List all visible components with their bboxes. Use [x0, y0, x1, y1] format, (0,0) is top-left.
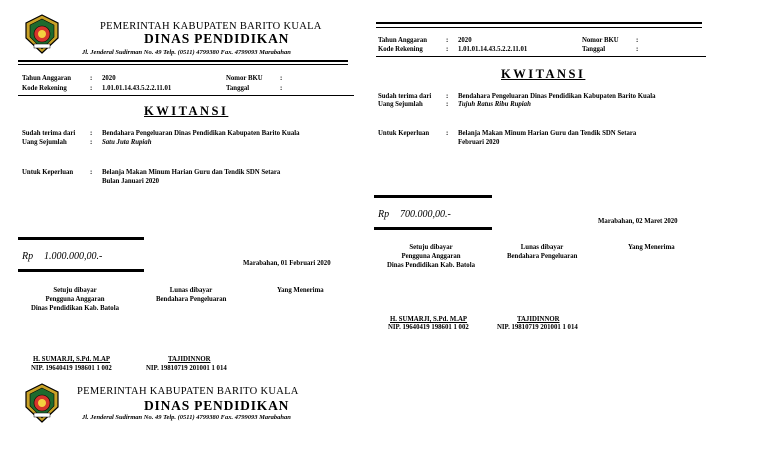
value-keperluan-2: Februari 2020	[458, 139, 500, 146]
amount-value: 700.000,00.-	[400, 209, 451, 220]
place-date: Marabahan, 02 Maret 2020	[598, 218, 678, 225]
rp-label: Rp	[378, 209, 390, 220]
value-keperluan-2: Bulan Januari 2020	[102, 178, 160, 185]
government-name: PEMERINTAH KABUPATEN BARITO KUALA	[100, 21, 322, 32]
header-rule	[18, 60, 348, 62]
label-sudah-terima: Sudah terima dari	[22, 130, 76, 137]
header-rule-thin	[18, 64, 348, 65]
rp-label: Rp	[22, 251, 34, 262]
value-dari: Bendahara Pengeluaran Dinas Pendidikan Kabupaten Barito Kuala	[458, 93, 656, 100]
signer-nip-1: NIP. 19640419 198601 1 002	[31, 365, 112, 372]
place-date: Marabahan, 01 Februari 2020	[243, 260, 331, 267]
bendahara-pengeluaran: Bendahara Pengeluaran	[507, 253, 578, 260]
yang-menerima: Yang Menerima	[628, 244, 675, 251]
top-rule	[376, 22, 702, 24]
value-kode: 1.01.01.14.43.5.2.2.11.01	[102, 85, 172, 92]
amount-rule-bottom	[374, 227, 492, 230]
label-nomor-bku: Nomor BKU	[226, 75, 263, 82]
label-nomor-bku: Nomor BKU	[582, 37, 619, 44]
office-address: Jl. Jenderal Sudirman No. 49 Telp. (0511) 4799380 Fax. 4799093 Marabahan	[82, 49, 291, 56]
signer-name-2: TAJIDINNOR	[168, 356, 211, 363]
label-tahun: Tahun Anggaran	[22, 75, 72, 82]
label-uang-sejumlah: Uang Sejumlah	[22, 139, 67, 146]
signer-name-2: TAJIDINNOR	[517, 316, 560, 323]
pengguna-anggaran: Pengguna Anggaran	[45, 296, 105, 303]
top-rule-thin	[376, 27, 702, 28]
pengguna-anggaran: Pengguna Anggaran	[401, 253, 461, 260]
value-sejumlah: Tujuh Ratus Ribu Rupiah	[458, 101, 531, 108]
label-kode: Kode Rekening	[378, 46, 423, 53]
colon: :	[90, 75, 93, 82]
amount-rule-top	[18, 237, 144, 240]
colon: :	[280, 85, 283, 92]
label-tanggal: Tanggal	[226, 85, 250, 92]
department-name: DINAS PENDIDIKAN	[144, 398, 290, 413]
colon: :	[90, 85, 93, 92]
amount-value: 1.000.000,00.-	[44, 251, 103, 262]
kwitansi-title: KWITANSI	[501, 67, 586, 81]
value-sejumlah: Satu Juta Rupiah	[102, 139, 152, 146]
regency-emblem-logo	[24, 14, 60, 54]
colon: :	[636, 46, 639, 53]
signer-nip-1: NIP. 19640419 198601 1 002	[388, 324, 469, 331]
setuju-dibayar: Setuju dibayar	[409, 244, 453, 251]
value-tahun: 2020	[458, 37, 472, 44]
dinas-pendidikan: Dinas Pendidikan Kab. Batola	[30, 305, 119, 312]
signer-name-1: H. SUMARJI, S.Pd. M.AP	[390, 316, 468, 323]
colon: :	[446, 101, 449, 108]
bendahara-pengeluaran: Bendahara Pengeluaran	[156, 296, 227, 303]
colon: :	[446, 93, 449, 100]
colon: :	[90, 169, 93, 176]
label-tanggal: Tanggal	[582, 46, 606, 53]
office-address: Jl. Jenderal Sudirman No. 49 Telp. (0511) 4799380 Fax. 4799093 Marabahan	[82, 414, 291, 421]
label-uang-sejumlah: Uang Sejumlah	[378, 101, 423, 108]
value-dari: Bendahara Pengeluaran Dinas Pendidikan Kabupaten Barito Kuala	[102, 130, 300, 137]
value-keperluan: Belanja Makan Minum Harian Guru dan Tendik SDN Setara	[102, 169, 281, 176]
yang-menerima: Yang Menerima	[277, 287, 324, 294]
label-tahun: Tahun Anggaran	[378, 37, 428, 44]
dinas-pendidikan: Dinas Pendidikan Kab. Batola	[386, 262, 475, 269]
colon: :	[446, 37, 449, 44]
value-keperluan: Belanja Makan Minum Harian Guru dan Tendik SDN Setara	[458, 130, 637, 137]
value-kode: 1.01.01.14.43.5.2.2.11.01	[458, 46, 528, 53]
lunas-dibayar: Lunas dibayar	[520, 244, 564, 251]
colon: :	[446, 130, 449, 137]
colon: :	[90, 139, 93, 146]
info-rule	[376, 56, 706, 57]
regency-emblem-logo	[24, 383, 60, 423]
signer-nip-2: NIP. 19810719 201001 1 014	[146, 365, 227, 372]
amount-rule-bottom	[18, 269, 144, 272]
lunas-dibayar: Lunas dibayar	[169, 287, 213, 294]
info-rule	[18, 95, 354, 96]
label-sudah-terima: Sudah terima dari	[378, 93, 432, 100]
label-keperluan: Untuk Keperluan	[22, 169, 74, 176]
government-name: PEMERINTAH KABUPATEN BARITO KUALA	[77, 386, 299, 397]
value-tahun: 2020	[102, 75, 116, 82]
label-keperluan: Untuk Keperluan	[378, 130, 430, 137]
setuju-dibayar: Setuju dibayar	[53, 287, 97, 294]
amount-rule-top	[374, 195, 492, 198]
colon: :	[636, 37, 639, 44]
label-kode: Kode Rekening	[22, 85, 67, 92]
colon: :	[280, 75, 283, 82]
colon: :	[446, 46, 449, 53]
signer-nip-2: NIP. 19810719 201001 1 014	[497, 324, 578, 331]
signer-name-1: H. SUMARJI, S.Pd. M.AP	[33, 356, 111, 363]
department-name: DINAS PENDIDIKAN	[144, 31, 290, 46]
kwitansi-title: KWITANSI	[144, 104, 229, 118]
colon: :	[90, 130, 93, 137]
